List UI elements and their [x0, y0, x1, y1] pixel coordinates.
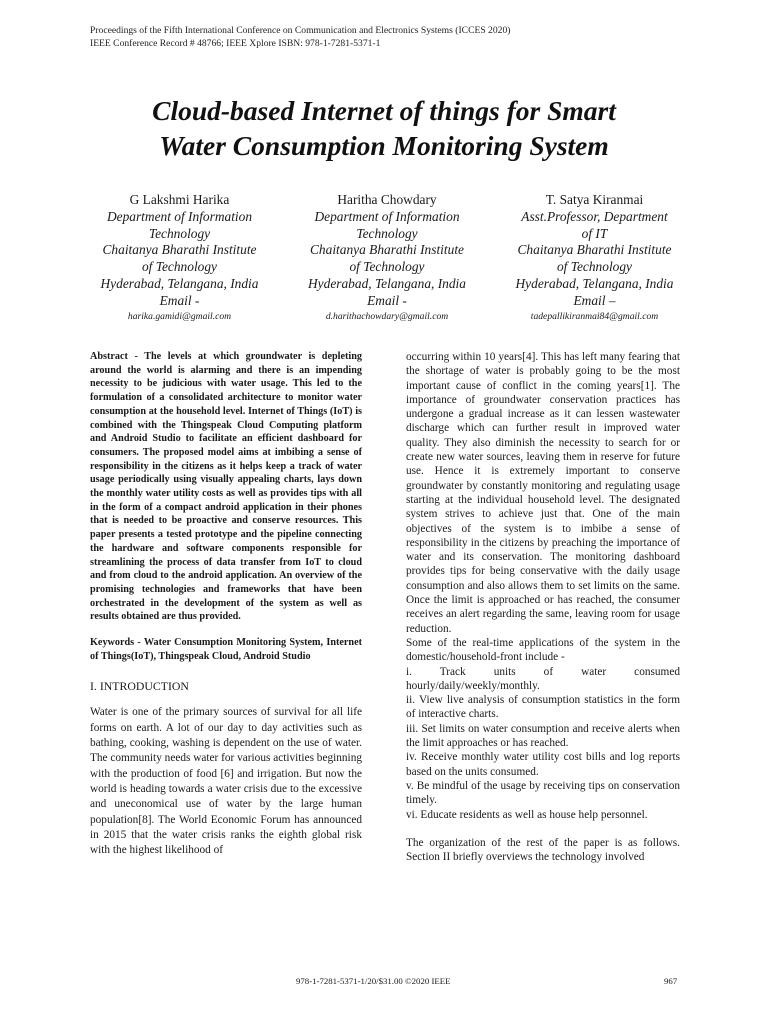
header-line-2: IEEE Conference Record # 48766; IEEE Xplore ISBN: 978-1-7281-5371-1: [90, 38, 381, 49]
title-line-2: Water Consumption Monitoring System: [159, 130, 609, 161]
right-column: [406, 350, 680, 864]
page-number: 967: [664, 976, 678, 986]
conference-header: [90, 24, 690, 50]
body-paragraph: Some of the real-time applications of the system in the domestic/household-front include -: [406, 636, 680, 664]
list-item: i. Track units of water consumed hourly/daily/weekly/monthly.: [406, 665, 680, 692]
organization-paragraph: The organization of the rest of the paper is as follows. Section II briefly overviews the technology involved: [406, 836, 680, 864]
author-1: [82, 192, 277, 324]
author-affiliation-line: Hyderabad, Telangana, India: [515, 275, 674, 291]
author-affiliation-line: Asst.Professor, Department: [521, 208, 668, 224]
author-email: tadepallikiranmai84@gmail.com: [530, 310, 659, 322]
author-name: T. Satya Kiranmai: [545, 192, 644, 207]
author-affiliation-line: of Technology: [349, 259, 425, 275]
author-affiliation-line: of Technology: [141, 259, 217, 275]
left-column: [90, 350, 362, 858]
author-affiliation-line: Chaitanya Bharathi Institute: [517, 242, 672, 258]
author-affiliation-line: Chaitanya Bharathi Institute: [102, 242, 257, 258]
keywords: Keywords - Water Consumption Monitoring System, Internet of Things(IoT), Thingspeak Cloud, Android Studio: [90, 637, 362, 662]
list-item: iv. Receive monthly water utility cost bills and log reports based on the units consumed.: [406, 751, 680, 778]
section-heading: I. INTRODUCTION: [90, 679, 189, 694]
author-affiliation-line: Technology: [356, 225, 418, 241]
author-block: [82, 192, 692, 324]
application-list: [406, 665, 680, 822]
author-affiliation-line: of Technology: [556, 259, 632, 275]
list-item: v. Be mindful of the usage by receiving tips on conservation timely.: [406, 779, 680, 807]
author-affiliation-line: Hyderabad, Telangana, India: [308, 275, 466, 291]
paper-title: [0, 93, 768, 163]
header-line-1: Proceedings of the Fifth International Conference on Communication and Electronics Systems (ICCES 2020): [90, 25, 511, 36]
footer-copyright: 978-1-7281-5371-1/20/$31.00 ©2020 IEEE: [296, 976, 451, 986]
body-paragraph: occurring within 10 years[4]. This has left many fearing that the shortage of water is probably going to be the most important cause of conflict in the coming years[1]. The importance of groundwater conservation practices has undergone a gradual increase as it can lessen wastewater discharge which can further result in improved water quality. They also diminish the necessity to search for or create new water sources, leaving them in reserve for future use. Hence it is extremely important to conserve groundwater by constantly monitoring and regulating usage starting at the individual household level. The designated system strives to achieve just that. One of the main objectives of the system is to imbibe a sense of responsibility in the citizens by preaching the importance of water and its conservation. The monitoring dashboard provides tips for being conservative with the daily usage consumption and also allows them to set limits on the same. Once the limit is approached or has reached, the consumer receives an alert regarding the same, leaving room for usage reduction.: [406, 351, 680, 635]
author-name: G Lakshmi Harika: [129, 192, 230, 207]
author-affiliation-line: Hyderabad, Telangana, India: [100, 275, 259, 291]
intro-paragraph: Water is one of the primary sources of survival for all life forms on earth. A lot of our day to day activities such as bathing, cooking, washing is dependent on the use of water. The community needs water for various activities beginning with the production of food [6] and irrigation. But now the world is heading towards a water crisis due to the excessive and uneconomical use of water by the large human population[8]. The World Economic Forum has announced in 2015 that the water crisis ranks the eighth global risk with the highest likelihood of: [90, 706, 362, 857]
author-affiliation-line: Email -: [159, 292, 200, 308]
author-affiliation-line: Technology: [148, 225, 211, 241]
author-3: [497, 192, 692, 324]
author-2: [290, 192, 485, 324]
author-email: d.harithachowdary@gmail.com: [325, 310, 449, 322]
title-line-1: Cloud-based Internet of things for Smart: [152, 95, 616, 126]
author-email: harika.gamidi@gmail.com: [127, 310, 232, 322]
list-item: ii. View live analysis of consumption statistics in the form of interactive charts.: [406, 694, 680, 721]
abstract: Abstract - The levels at which groundwater is depleting around the world is alarming and there is an impending necessity to be judicious with water usage. This led to the formulation of a consolidated architecture to monitor water consumption at the household level. Internet of Things (IoT) is combined with the Thingspeak Cloud Computing platform and Android Studio to facilitate an efficient dashboard for consumers. The proposed model aims at imbibing a sense of responsibility in the citizens as it helps keep a track of water usage periodically using visually appealing charts, lays down the monthly water utility costs as well as provides tips with all in the form of a compact android application in their phones that is needed to be proactive and conserve resources. This paper presents a tested prototype and the pipeline connecting the hardware and software components responsible for streamlining the process of data transfer from IoT to cloud and from cloud to the android application. An overview of the promising technologies and frameworks that have been orchestrated in the development of the system as well as results obtained are thus provided.: [90, 351, 362, 623]
author-affiliation-line: Department of Information: [106, 208, 253, 224]
author-name: Haritha Chowdary: [337, 192, 437, 207]
author-affiliation-line: of IT: [581, 225, 608, 241]
author-affiliation-line: Email –: [573, 292, 616, 308]
list-item: iii. Set limits on water consumption and receive alerts when the limit approaches or has reached.: [406, 722, 680, 750]
author-affiliation-line: Email -: [367, 292, 407, 308]
author-affiliation-line: Department of Information: [314, 208, 460, 224]
list-item: vi. Educate residents as well as house help personnel.: [406, 808, 648, 821]
author-affiliation-line: Chaitanya Bharathi Institute: [310, 242, 464, 258]
